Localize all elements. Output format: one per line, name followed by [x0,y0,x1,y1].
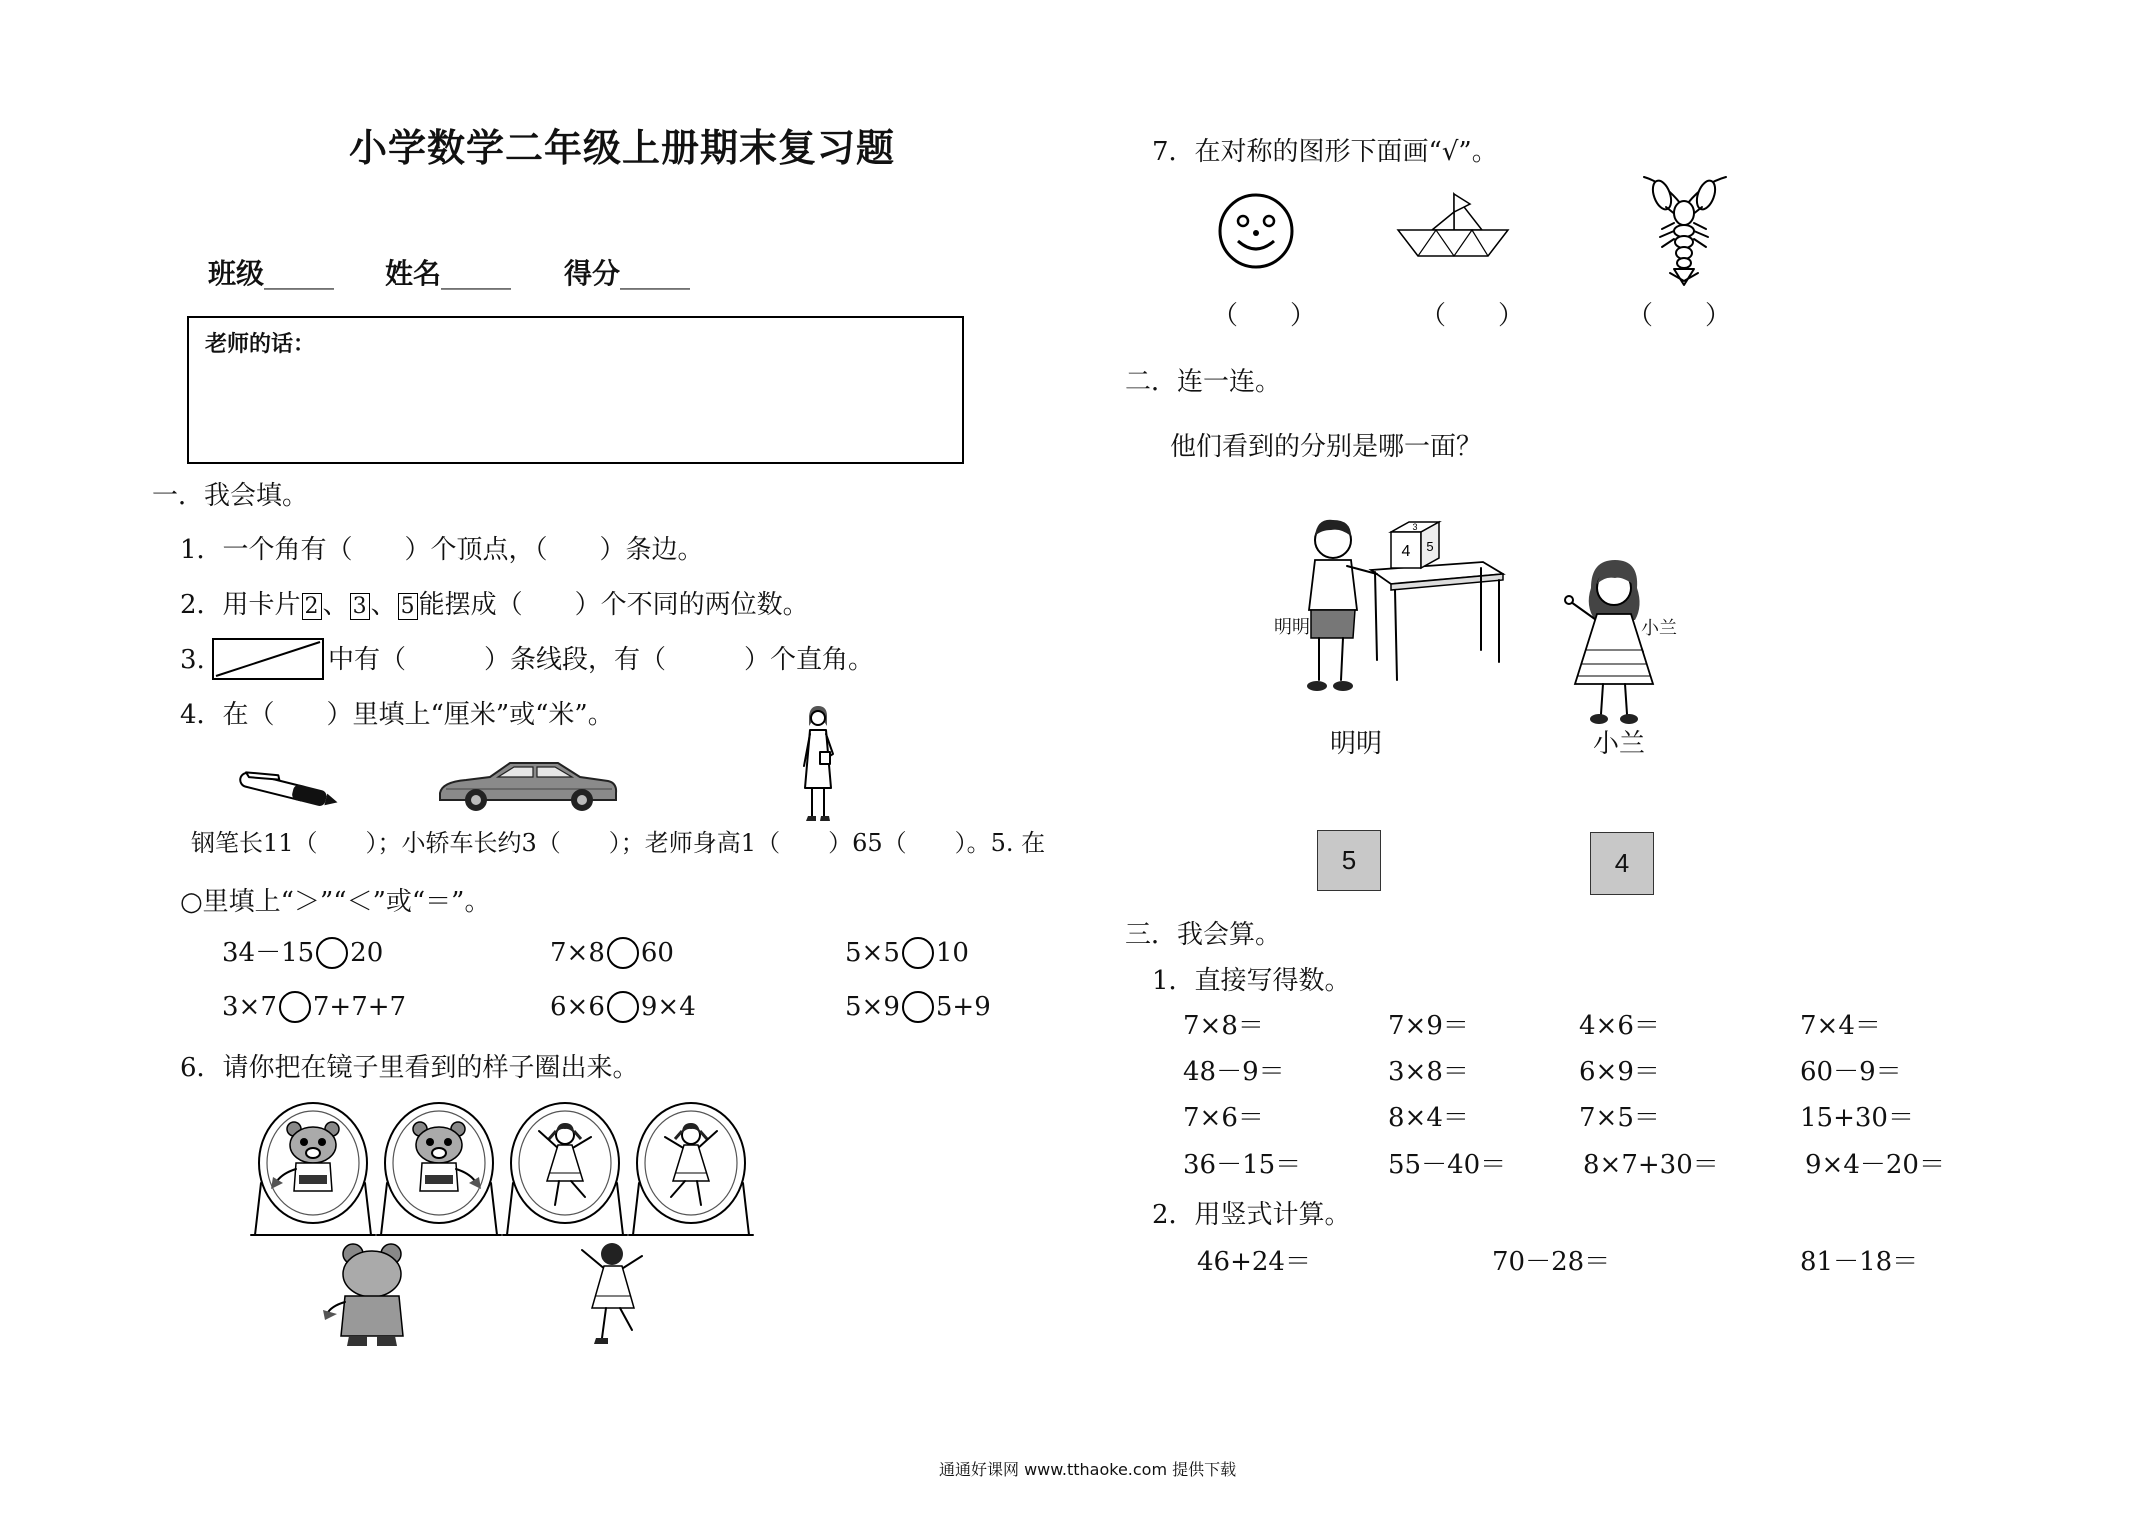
calc-item: 4×6＝ [1579,1011,1660,1041]
comparison-item [222,991,406,1023]
comparison-right: 7+7+7 [312,992,407,1022]
question-2 [180,589,809,621]
girl-xiaolan-illustration [1551,554,1683,727]
class-label: 班级 [208,257,265,290]
class-field [208,257,334,291]
mirror-options-illustration [253,1101,755,1240]
smiley-face-figure [1216,191,1296,271]
comparison-right: 5+9 [935,992,991,1022]
number-cube [1391,522,1439,568]
calc-item: 55－40＝ [1388,1150,1507,1180]
vertical-calc-item: 70－28＝ [1492,1247,1611,1277]
calc-item: 48－9＝ [1183,1057,1285,1087]
digit-card: 5 [398,593,418,620]
comparison-left: 34－15 [222,938,315,968]
question-4: 4．在（ ）里填上“厘米”或“米”。 [180,700,614,730]
page-title: 小学数学二年级上册期末复习题 [349,125,896,170]
picture-label-girl: 小兰 [1641,618,1677,639]
name-blank: _____ [441,257,512,290]
symmetry-answer-blank: （ ） [1627,301,1732,331]
name-label: 姓名 [385,257,442,290]
question-1: 1．一个角有（ ）个顶点，（ ）条边。 [180,535,704,565]
comparison-item [222,937,383,969]
part3-question-2: 2．用竖式计算。 [1152,1200,1351,1230]
question-3-suffix: 中有（ ）条线段，有（ ）个直角。 [328,645,875,675]
question-5-prompt: ○里填上“＞”“＜”或“＝”。 [180,887,491,917]
cube-side-digit: 5 [1426,539,1434,554]
calc-item: 7×6＝ [1183,1103,1264,1133]
teacher-illustration [796,704,838,824]
answer-circle [607,937,639,969]
comparison-left: 5×5 [845,938,900,968]
name-field [385,257,511,291]
part3-heading: 三．我会算。 [1125,920,1282,950]
face-card-4: 4 [1590,832,1654,895]
comparison-right: 9×4 [640,992,696,1022]
bear-back-illustration [321,1240,422,1350]
digit-card: 3 [350,593,370,620]
teacher-note-box [187,316,964,464]
calc-item: 9×4－20＝ [1805,1150,1945,1180]
comparison-left: 6×6 [550,992,605,1022]
comparison-left: 7×8 [550,938,605,968]
table [1371,562,1503,680]
question-6: 6．请你把在镜子里看到的样子圈出来。 [180,1053,639,1083]
lobster-figure [1634,173,1734,288]
question-2-prefix: 2．用卡片 [180,590,301,620]
name-mingming: 明明 [1330,729,1383,759]
footer-credit: 通通好课网 www.tthaoke.com 提供下载 [939,1460,1237,1479]
tangram-boat-figure [1396,190,1510,260]
boy-mingming [1307,520,1377,691]
comparison-item [845,937,969,969]
question-7: 7．在对称的图形下面画“√”。 [1152,137,1498,167]
calc-item: 6×9＝ [1579,1057,1660,1087]
calc-item: 3×8＝ [1388,1057,1469,1087]
comparison-left: 5×9 [845,992,900,1022]
cube-front-digit: 4 [1401,543,1411,560]
diagonal-line [214,640,322,678]
girl-back-illustration [568,1240,651,1350]
part2-question: 他们看到的分别是哪一面？ [1170,432,1483,462]
symmetry-answer-blank: （ ） [1212,301,1317,331]
comparison-right: 20 [350,938,384,968]
rectangle-with-diagonal [212,638,324,680]
boy-cube-table-illustration [1271,510,1503,700]
calc-item: 8×7+30＝ [1583,1150,1719,1180]
vertical-calc-item: 46+24＝ [1197,1247,1311,1277]
face-card-5: 5 [1317,830,1381,891]
part2-heading: 二．连一连。 [1125,367,1282,397]
name-xiaolan: 小兰 [1593,729,1646,759]
score-label: 得分 [564,257,621,290]
score-field [564,257,690,291]
vertical-calc-item: 81－18＝ [1800,1247,1919,1277]
calc-item: 7×8＝ [1183,1011,1264,1041]
calc-item: 7×4＝ [1800,1011,1881,1041]
digit-card: 2 [302,593,322,620]
separator: 、 [322,590,349,620]
score-blank: _____ [620,257,691,290]
part3-question-1: 1．直接写得数。 [1152,966,1351,996]
comparison-right: 60 [640,938,674,968]
answer-circle [902,991,934,1023]
calc-item: 36－15＝ [1183,1150,1302,1180]
answer-circle [279,991,311,1023]
separator: 、 [370,590,397,620]
comparison-item [550,937,674,969]
comparison-right: 10 [935,938,969,968]
calc-item: 7×9＝ [1388,1011,1469,1041]
answer-circle [902,937,934,969]
question-3-prefix: 3. [180,645,205,675]
answer-circle [607,991,639,1023]
picture-label-boy: 明明 [1274,617,1310,638]
comparison-item [845,991,991,1023]
pen-illustration [233,769,343,811]
car-illustration [436,755,619,811]
symmetry-answer-blank: （ ） [1420,301,1525,331]
calc-item: 60－9＝ [1800,1057,1902,1087]
comparison-item [550,991,696,1023]
teacher-note-label: 老师的话： [205,331,316,357]
calc-item: 8×4＝ [1388,1103,1469,1133]
calc-item: 7×5＝ [1579,1103,1660,1133]
cube-top-digit: 3 [1412,522,1418,532]
comparison-left: 3×7 [222,992,277,1022]
answer-circle [316,937,348,969]
part1-heading: 一．我会填。 [152,481,309,511]
question-2-suffix: 能摆成（ ）个不同的两位数。 [418,590,809,620]
calc-item: 15+30＝ [1800,1103,1914,1133]
question-4-fill-line: 钢笔长11（ ）；小轿车长约3（ ）；老师身高1（ ）65（ ）。5. 在 [191,829,1046,857]
class-blank: _____ [264,257,335,290]
